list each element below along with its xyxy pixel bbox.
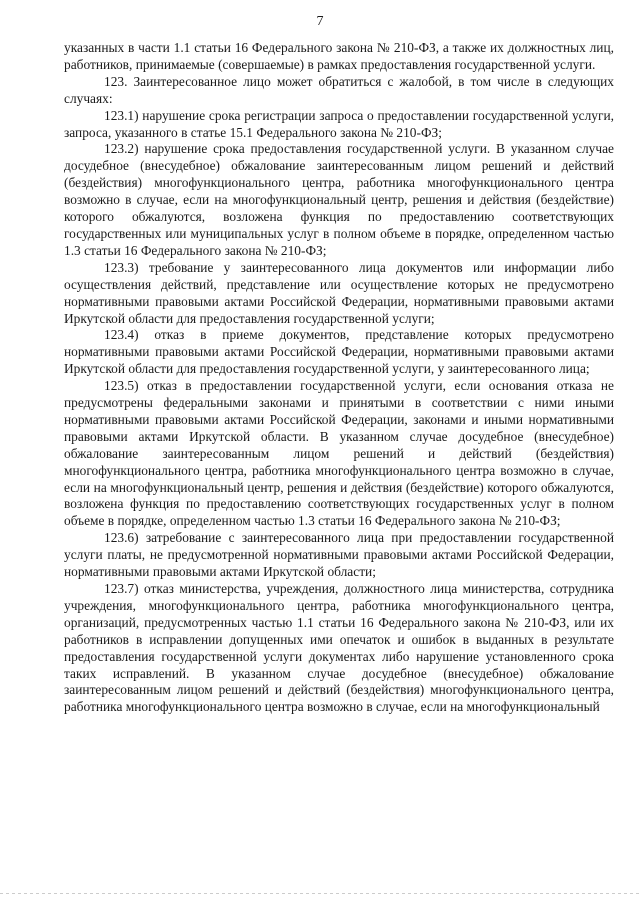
paragraph-123-4: 123.4) отказ в приеме документов, представление которых предусмотрено нормативными правовыми актами Российской Федерации, нормативными правовыми актами Иркутской области для предоставления государственной услуги, у заинтересованного лица;	[64, 327, 614, 377]
paragraph-123-6: 123.6) затребование с заинтересованного лица при предоставлении государственной услуги платы, не предусмотренной нормативными правовыми актами Российской Федерации, нормативными правовыми актами Иркутской области;	[64, 530, 614, 580]
paragraph-123-3: 123.3) требование у заинтересованного лица документов или информации либо осуществления действий, представление или осуществление которых не предусмотрено нормативными правовыми актами Российской Федерации, нормативными правовыми актами Иркутской области для предоставления государственной услуги;	[64, 259, 614, 326]
page-number: 7	[316, 14, 324, 29]
document-body	[64, 40, 614, 716]
paragraph-123-5: 123.5) отказ в предоставлении государственной услуги, если основания отказа не предусмотрены федеральными законами и принятыми в соответствии с ними иными нормативными правовыми актами Российской Федерации, законами и иными нормативными правовыми актами Иркутской области. В указанном случае досудебное (внесудебное) обжалование заинтересованным лицом решений и действий (бездействия) многофункционального центра, работника многофункционального центра возможно в случае, если на многофункциональный центр, решения и действия (бездействие) которого обжалуются, возложена функция по предоставлению соответствующих государственных услуг в полном объеме в порядке, определенном частью 1.3 статьи 16 Федерального закона № 210-ФЗ;	[64, 378, 614, 529]
paragraph-123-1: 123.1) нарушение срока регистрации запроса о предоставлении государственной услуги, запроса, указанного в статье 15.1 Федерального закона № 210-ФЗ;	[64, 107, 614, 140]
paragraph-123-2: 123.2) нарушение срока предоставления государственной услуги. В указанном случае досудебное (внесудебное) обжалование заинтересованным лицом решений и действий (бездействия) многофункционального центра, работника многофункционального центра возможно в случае, если на многофункциональный центр, решения и действия (бездействие) которого обжалуются, возложена функция по предоставлению соответствующих государственных или муниципальных услуг в полном объеме в порядке, определенном частью 1.3 статьи 16 Федерального закона № 210-ФЗ;	[64, 141, 614, 258]
paragraph-continuation: указанных в части 1.1 статьи 16 Федерального закона № 210-ФЗ, а также их должностных лиц, работников, принимаемые (совершаемые) в рамках предоставления государственной услуги.	[64, 40, 614, 72]
footer-scan-line	[0, 893, 640, 894]
paragraph-123-7: 123.7) отказ министерства, учреждения, должностного лица министерства, сотрудника учреждения, многофункционального центра, работника многофункционального центра, организаций, предусмотренных частью 1.1 статьи 16 Федерального закона № 210-ФЗ, или их работников в исправлении допущенных ими опечаток и ошибок в выданных в результате предоставления государственной услуги документах либо нарушение установленного срока таких исправлений. В указанном случае досудебное (внесудебное) обжалование заинтересованным лицом решений и действий (бездействия) многофункционального центра, работника многофункционального центра возможно в случае, если на многофункциональный	[64, 581, 614, 715]
paragraph-123: 123. Заинтересованное лицо может обратиться с жалобой, в том числе в следующих случаях:	[64, 73, 614, 106]
